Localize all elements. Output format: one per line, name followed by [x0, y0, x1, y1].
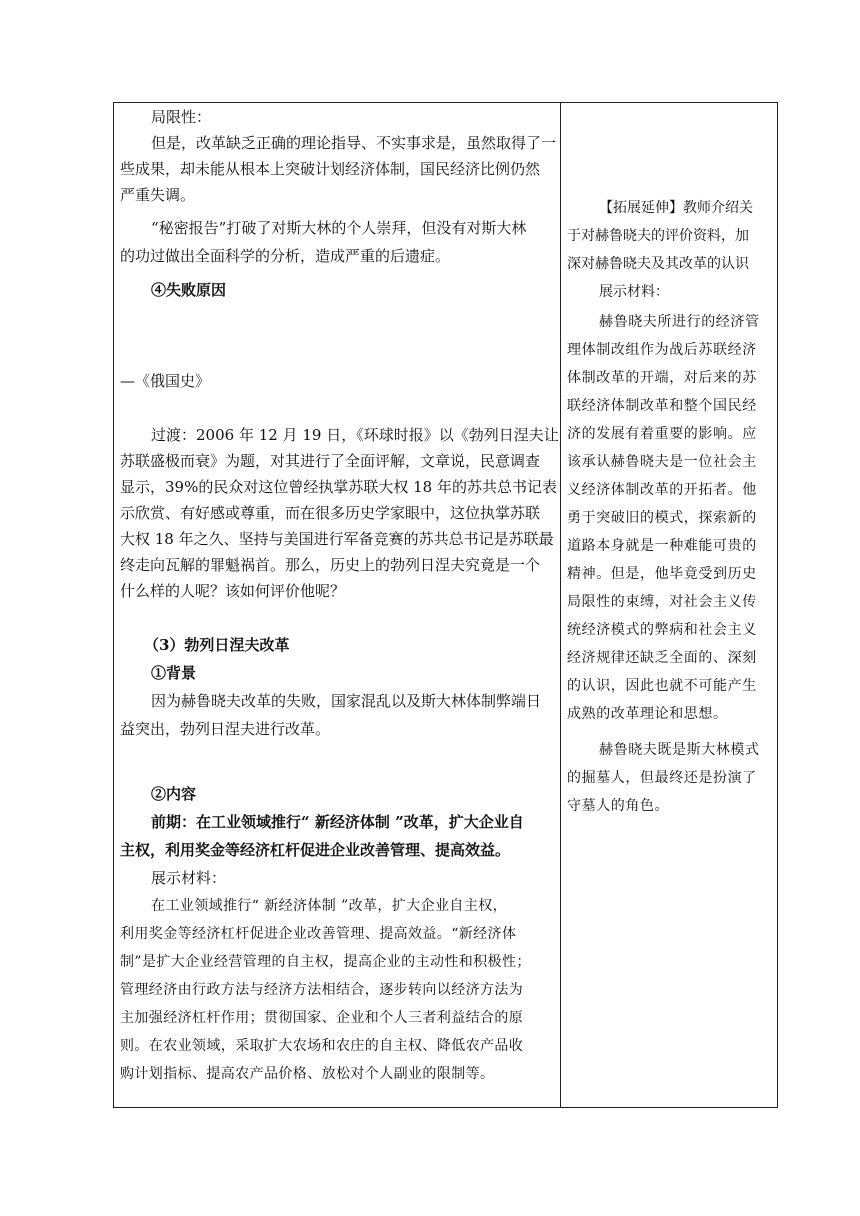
source-citation: —《俄国史》 [120, 372, 211, 390]
background-line: 因为赫鲁晓夫改革的失败，国家混乱以及斯大林体制弊端日 [151, 692, 542, 710]
failure-heading: ④失败原因 [151, 281, 227, 299]
content-heading: ②内容 [151, 785, 197, 803]
transition-line: 终走向瓦解的罪魁祸首。那么，历史上的勃列日涅夫究竟是一个 [120, 556, 541, 574]
material-line: 的认识，因此也就不可能产生 [567, 678, 757, 694]
show-material-label: 展示材料： [599, 284, 669, 300]
transition-line: 过渡：2006 年 12 月 19 日，《环球时报》以《勃列日涅夫让 [151, 426, 559, 444]
conclusion-line: 守墓人的角色。 [567, 798, 670, 814]
limit-p1-line: 些成果，却未能从根本上突破计划经济体制，国民经济比例仍然 [120, 160, 541, 178]
transition-line: 大权 18 年之久、坚持与美国进行军备竞赛的苏共总书记是苏联最 [120, 530, 554, 548]
material-line: 经济规律还缺乏全面的、深刻 [567, 650, 757, 666]
material-line: 统经济模式的弊病和社会主义 [567, 622, 757, 638]
material-line: 成熟的改革理论和思想。 [567, 706, 728, 722]
conclusion-line: 的掘墓人，但最终还是扮演了 [567, 770, 757, 786]
material-line: 勇于突破旧的模式，探索新的 [567, 510, 757, 526]
show-material-label: 展示材料： [151, 869, 227, 887]
material-line: 主加强经济杠杆作用；贯彻国家、企业和个人三者利益结合的原 [120, 1010, 524, 1026]
background-line: 益突出，勃列日涅夫进行改革。 [120, 720, 331, 738]
material-line: 购计划指标、提高农产品价格、放松对个人副业的限制等。 [120, 1066, 495, 1082]
transition-line: 什么样的人呢？该如何评价他呢？ [120, 582, 346, 600]
material-line: 制”是扩大企业经营管理的自主权，提高企业的主动性和积极性； [120, 954, 531, 970]
extend-line: 深对赫鲁晓夫及其改革的认识 [567, 256, 749, 272]
transition-line: 显示，39%的民众对这位曾经执掌苏联大权 18 年的苏共总书记表 [120, 478, 557, 496]
limit-p2-line: 的功过做出全面科学的分析，造成严重的后遗症。 [120, 247, 451, 265]
material-line: 赫鲁晓夫所进行的经济管 [599, 314, 760, 330]
right-column [561, 103, 777, 1107]
conclusion-line: 赫鲁晓夫既是斯大林模式 [599, 742, 760, 758]
material-line: 理体制改组作为战后苏联经济 [567, 342, 757, 358]
material-line: 体制改革的开端，对后来的苏 [567, 370, 757, 386]
background-heading: ①背景 [151, 664, 197, 682]
section-3-heading: （3）勃列日涅夫改革 [144, 636, 290, 654]
extend-line: 于对赫鲁晓夫的评价资料，加 [567, 228, 749, 244]
transition-line: 示欣赏、有好感或尊重，而在很多历史学家眼中，这位执掌苏联 [120, 504, 541, 522]
limit-p1-line: 严重失调。 [120, 186, 196, 204]
material-line: 联经济体制改革和整个国民经 [567, 398, 757, 414]
material-line: 道路本身就是一种难能可贵的 [567, 538, 757, 554]
material-line: 济的发展有着重要的影响。应 [567, 426, 757, 442]
early-period-line: 前期：在工业领域推行“ 新经济体制 ”改革，扩大企业自 [151, 813, 524, 831]
left-column [114, 103, 560, 1107]
lesson-table [113, 102, 778, 1108]
material-line: 利用奖金等经济杠杆促进企业改善管理、提高效益。“新经济体 [120, 926, 517, 942]
material-line: 则。在农业领域，采取扩大农场和农庄的自主权、降低农产品收 [120, 1038, 524, 1054]
limit-p1-line: 但是，改革缺乏正确的理论指导、不实事求是，虽然取得了一 [151, 134, 557, 152]
material-line: 管理经济由行政方法与经济方法相结合，逐步转向以经济方法为 [120, 982, 524, 998]
material-line: 在工业领域推行“ 新经济体制 ”改革，扩大企业自主权， [151, 898, 508, 914]
limit-p2-line: “秘密报告”打破了对斯大林的个人崇拜，但没有对斯大林 [151, 219, 527, 237]
material-line: 局限性的束缚，对社会主义传 [567, 594, 757, 610]
transition-line: 苏联盛极而衰》为题，对其进行了全面评解，文章说，民意调查 [120, 452, 541, 470]
material-line: 义经济体制改革的开拓者。他 [567, 482, 757, 498]
limit-heading: 局限性： [151, 108, 212, 126]
material-line: 精神。但是，他毕竟受到历史 [567, 566, 757, 582]
extend-line: 【拓展延伸】教师介绍关 [599, 200, 753, 216]
material-line: 该承认赫鲁晓夫是一位社会主 [567, 454, 757, 470]
early-period-line: 主权，利用奖金等经济杠杆促进企业改善管理、提高效益。 [120, 841, 511, 859]
